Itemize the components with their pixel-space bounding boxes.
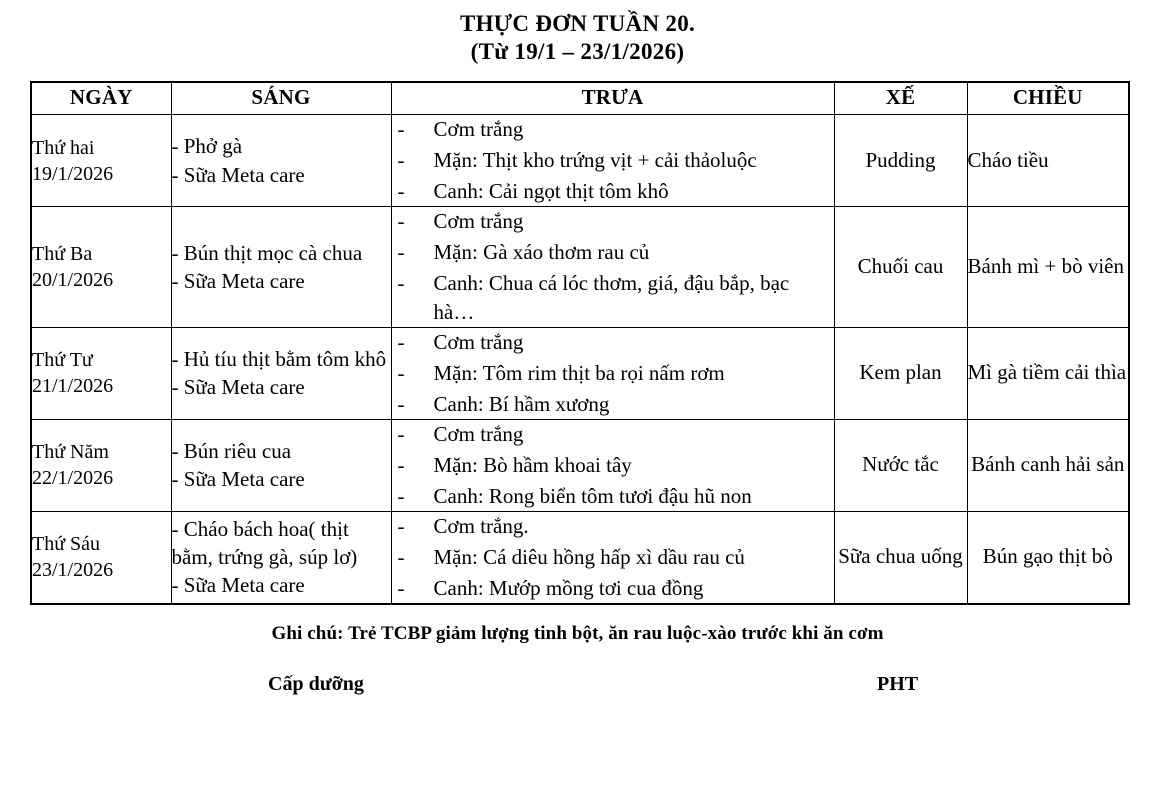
cell-day <box>31 419 171 511</box>
cell-evening: Bánh canh hải sản <box>967 419 1129 511</box>
column-header-morning: SÁNG <box>171 82 391 115</box>
cell-evening: Bánh mì + bò viên <box>967 207 1129 328</box>
cell-morning <box>171 115 391 207</box>
bullet-dash-icon: - <box>397 391 405 416</box>
cell-evening: Cháo tiều <box>967 115 1129 207</box>
noon-item <box>392 390 834 419</box>
table-row <box>31 419 1129 511</box>
cell-morning <box>171 207 391 328</box>
noon-item-label: Cơm trắng <box>433 329 524 354</box>
cell-snack: Kem plan <box>834 327 967 419</box>
day-date: 23/1/2026 <box>32 559 114 582</box>
noon-item <box>392 512 834 541</box>
noon-item <box>392 269 834 327</box>
noon-item <box>392 146 834 175</box>
noon-item <box>392 207 834 236</box>
cell-snack: Sữa chua uống <box>834 511 967 603</box>
bullet-dash-icon: - <box>397 148 405 173</box>
cell-day <box>31 511 171 603</box>
noon-item-label: Mặn: Thịt kho trứng vịt + cải thảoluộc <box>433 148 757 173</box>
cell-noon <box>391 115 834 207</box>
noon-item-label: Canh: Cải ngọt thịt tôm khô <box>433 179 669 204</box>
cell-noon <box>391 511 834 603</box>
cell-day <box>31 327 171 419</box>
noon-item-list <box>392 207 834 327</box>
signature-cap-duong: Cấp dưỡng <box>268 672 364 695</box>
noon-item <box>392 328 834 357</box>
morning-item: - Sữa Meta care <box>171 162 305 187</box>
day-date: 20/1/2026 <box>32 268 114 291</box>
day-name: Thứ hai <box>32 136 95 159</box>
noon-item <box>392 451 834 480</box>
day-name: Thứ Ba <box>32 242 93 265</box>
noon-item-list <box>392 115 834 206</box>
noon-item-list <box>392 328 834 419</box>
noon-item-label: Mặn: Bò hầm khoai tây <box>433 452 632 477</box>
morning-item: - Cháo bách hoa( thịt bằm, trứng gà, súp lơ) <box>171 516 358 570</box>
noon-item-label: Canh: Rong biển tôm tươi đậu hũ non <box>433 483 752 508</box>
morning-item: - Bún riêu cua <box>171 439 292 464</box>
table-row <box>31 327 1129 419</box>
bullet-dash-icon: - <box>397 270 405 295</box>
cell-snack: Nước tắc <box>834 419 967 511</box>
table-header-row <box>31 82 1129 115</box>
noon-item <box>392 574 834 603</box>
day-date: 21/1/2026 <box>32 375 114 398</box>
morning-item: - Sữa Meta care <box>171 573 305 598</box>
morning-item: - Phở gà <box>171 134 243 159</box>
morning-item: - Sữa Meta care <box>171 375 305 400</box>
footer-note: Ghi chú: Trẻ TCBP giảm lượng tinh bột, ăn rau luộc-xào trước khi ăn cơm <box>271 622 884 644</box>
noon-item <box>392 238 834 267</box>
signature-pht: PHT <box>877 672 919 695</box>
morning-item: - Hủ tíu thịt bằm tôm khô <box>171 347 387 372</box>
title-line-2: (Từ 19/1 – 23/1/2026) <box>470 39 685 65</box>
bullet-dash-icon: - <box>397 117 405 142</box>
bullet-dash-icon: - <box>397 575 405 600</box>
column-header-snack: XẾ <box>834 82 967 115</box>
cell-noon <box>391 419 834 511</box>
column-header-evening: CHIỀU <box>967 82 1129 115</box>
cell-noon <box>391 207 834 328</box>
bullet-dash-icon: - <box>397 179 405 204</box>
day-date: 19/1/2026 <box>32 162 114 185</box>
noon-item <box>392 177 834 206</box>
noon-item-label: Cơm trắng <box>433 421 524 446</box>
bullet-dash-icon: - <box>397 239 405 264</box>
cell-day <box>31 207 171 328</box>
noon-item-label: Cơm trắng <box>433 209 524 233</box>
weekly-menu-table <box>30 81 1130 605</box>
bullet-dash-icon: - <box>397 513 405 538</box>
day-name: Thứ Tư <box>32 349 93 372</box>
noon-item-label: Mặn: Gà xáo thơm rau củ <box>433 239 650 264</box>
noon-item-label: Cơm trắng <box>433 117 524 142</box>
noon-item <box>392 543 834 572</box>
noon-item <box>392 482 834 511</box>
column-header-noon: TRƯA <box>391 82 834 115</box>
noon-item-label: Canh: Bí hầm xương <box>433 391 610 416</box>
noon-item-label: Canh: Chua cá lóc thơm, giá, đậu bắp, bạc hà… <box>433 270 790 324</box>
cell-noon <box>391 327 834 419</box>
bullet-dash-icon: - <box>397 544 405 569</box>
document-title <box>0 0 1155 66</box>
morning-item: - Sữa Meta care <box>171 467 305 492</box>
title-line-1: THỰC ĐƠN TUẦN 20. <box>459 11 696 36</box>
noon-item-label: Cơm trắng. <box>433 513 529 538</box>
cell-snack: Chuối cau <box>834 207 967 328</box>
bullet-dash-icon: - <box>397 209 405 233</box>
day-date: 22/1/2026 <box>32 467 114 490</box>
noon-item <box>392 359 834 388</box>
cell-snack: Pudding <box>834 115 967 207</box>
bullet-dash-icon: - <box>397 483 405 508</box>
noon-item-label: Mặn: Tôm rim thịt ba rọi nấm rơm <box>433 360 725 385</box>
table-row <box>31 207 1129 328</box>
bullet-dash-icon: - <box>397 360 405 385</box>
noon-item-list <box>392 420 834 511</box>
bullet-dash-icon: - <box>397 452 405 477</box>
cell-morning <box>171 511 391 603</box>
morning-item: - Bún thịt mọc cà chua <box>171 240 363 265</box>
cell-evening: Bún gạo thịt bò <box>967 511 1129 603</box>
table-row <box>31 511 1129 603</box>
noon-item-label: Canh: Mướp mồng tơi cua đồng <box>433 575 704 600</box>
noon-item <box>392 115 834 144</box>
morning-item: - Sữa Meta care <box>171 268 305 293</box>
cell-evening: Mì gà tiềm cải thìa <box>967 327 1129 419</box>
bullet-dash-icon: - <box>397 329 405 354</box>
noon-item-list <box>392 512 834 603</box>
noon-item-label: Mặn: Cá diêu hồng hấp xì dầu rau củ <box>433 544 745 569</box>
bullet-dash-icon: - <box>397 421 405 446</box>
day-name: Thứ Sáu <box>32 533 101 556</box>
cell-morning <box>171 327 391 419</box>
day-name: Thứ Năm <box>32 441 109 464</box>
cell-morning <box>171 419 391 511</box>
signature-block <box>0 673 1155 707</box>
cell-day <box>31 115 171 207</box>
column-header-day: NGÀY <box>31 82 171 115</box>
table-row <box>31 115 1129 207</box>
noon-item <box>392 420 834 449</box>
